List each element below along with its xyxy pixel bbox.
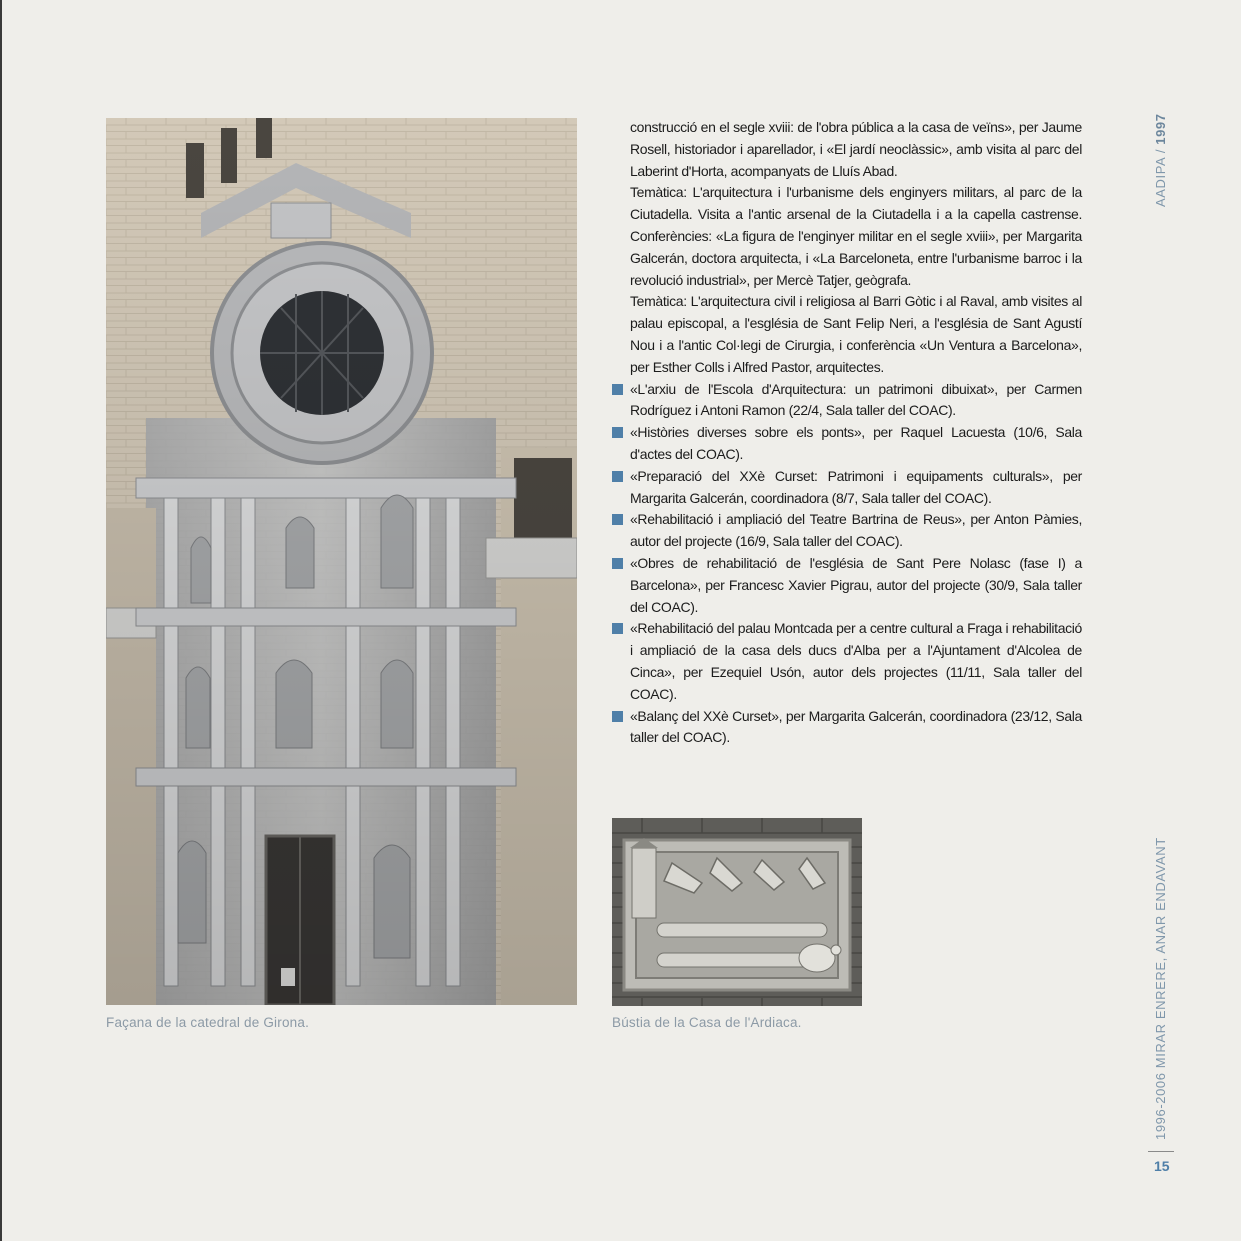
paragraph-military-engineers: Temàtica: L'arquitectura i l'urbanisme dels enginyers militars, al parc de la Ciutadella. Visita a l'antic arsenal de la Ciutadella i a la capella castrense. Conferències: «La figura de l'enginyer militar en el segle xviii», per Margarita Galcerán, doctora arquitecta, i «La Barceloneta, entre l'urbanisme barroc i la revolució industrial», per Mercè Tatjer, geògrafa. <box>630 184 1082 288</box>
list-item-text: «Preparació del XXè Curset: Patrimoni i equipaments culturals», per Margarita Galcerán, coordinadora (8/7, Sala taller del COAC). <box>630 467 1082 506</box>
list-item-text: «Obres de rehabilitació de l'església de Sant Pere Nolasc (fase I) a Barcelona», per Francesc Xavier Pigrau, autor del projecte (30/9, Sala taller del COAC). <box>630 554 1082 615</box>
cathedral-facade-photo <box>106 118 577 1005</box>
list-item <box>612 706 1082 750</box>
margin-org: AADIPA / <box>1153 148 1168 207</box>
article-text <box>612 117 1082 749</box>
list-item-text: «Històries diverses sobre els ponts», per Raquel Lacuesta (10/6, Sala d'actes del COAC). <box>630 424 1082 462</box>
mailbox-caption: Bústia de la Casa de l'Ardiaca. <box>612 1015 802 1030</box>
bullet-square-icon <box>612 558 623 569</box>
bullet-square-icon <box>612 427 623 438</box>
list-item <box>612 553 1082 618</box>
margin-publication-label <box>1153 113 1168 207</box>
paragraph-civil-religious: Temàtica: L'arquitectura civil i religiosa al Barri Gòtic i al Raval, amb visites al palau episcopal, a l'església de Sant Felip Neri, a l'església de Sant Agustí Nou i a l'antic Col·legi de Cirurgia, i conferència «Un Ventura a Barcelona», per Esther Colls i Alfred Pastor, arquitectes. <box>630 293 1082 375</box>
bullet-square-icon <box>612 711 623 722</box>
list-item <box>612 509 1082 553</box>
bullet-square-icon <box>612 514 623 525</box>
cathedral-caption: Façana de la catedral de Girona. <box>106 1015 310 1030</box>
page-number: 15 <box>1154 1158 1170 1174</box>
list-item <box>612 618 1082 705</box>
bullet-square-icon <box>612 384 623 395</box>
list-item-text: «Rehabilitació i ampliació del Teatre Bartrina de Reus», per Anton Pàmies, autor del projecte (16/9, Sala taller del COAC). <box>630 511 1082 550</box>
list-item-text: «Balanç del XXè Curset», per Margarita Galcerán, coordinadora (23/12, Sala taller del COAC). <box>630 707 1082 746</box>
list-item-text: «L'arxiu de l'Escola d'Arquitectura: un patrimoni dibuixat», per Carmen Rodríguez i Antoni Ramon (22/4, Sala taller del COAC). <box>630 380 1082 419</box>
list-item-text: «Rehabilitació del palau Montcada per a centre cultural a Fraga i rehabilitació i ampliació de la casa dels ducs d'Alba per a l'Ajuntament d'Alcolea de Cinca», per Ezequiel Usón, autor dels projectes (11/11, Sala taller del COAC). <box>630 620 1082 702</box>
margin-series-title: 1996-2006 MIRAR ENRERE, ANAR ENDAVANT <box>1153 837 1168 1140</box>
list-item <box>612 422 1082 466</box>
page-number-rule <box>1148 1151 1174 1152</box>
bullet-square-icon <box>612 471 623 482</box>
bullet-square-icon <box>612 623 623 634</box>
list-item <box>612 466 1082 510</box>
list-item <box>612 379 1082 423</box>
paragraph-continuation: construcció en el segle xviii: de l'obra pública a la casa de veïns», per Jaume Rosell, historiador i aparellador, i «El jardí neoclàssic», amb visita al parc del Laberint d'Horta, acompanyats de Lluís Abad. <box>630 119 1082 179</box>
mailbox-photo <box>612 818 862 1006</box>
mailbox-illustration <box>612 818 862 1006</box>
margin-year: 1997 <box>1153 113 1168 145</box>
page-edge <box>0 0 2 1241</box>
cathedral-facade-illustration <box>106 118 577 1005</box>
